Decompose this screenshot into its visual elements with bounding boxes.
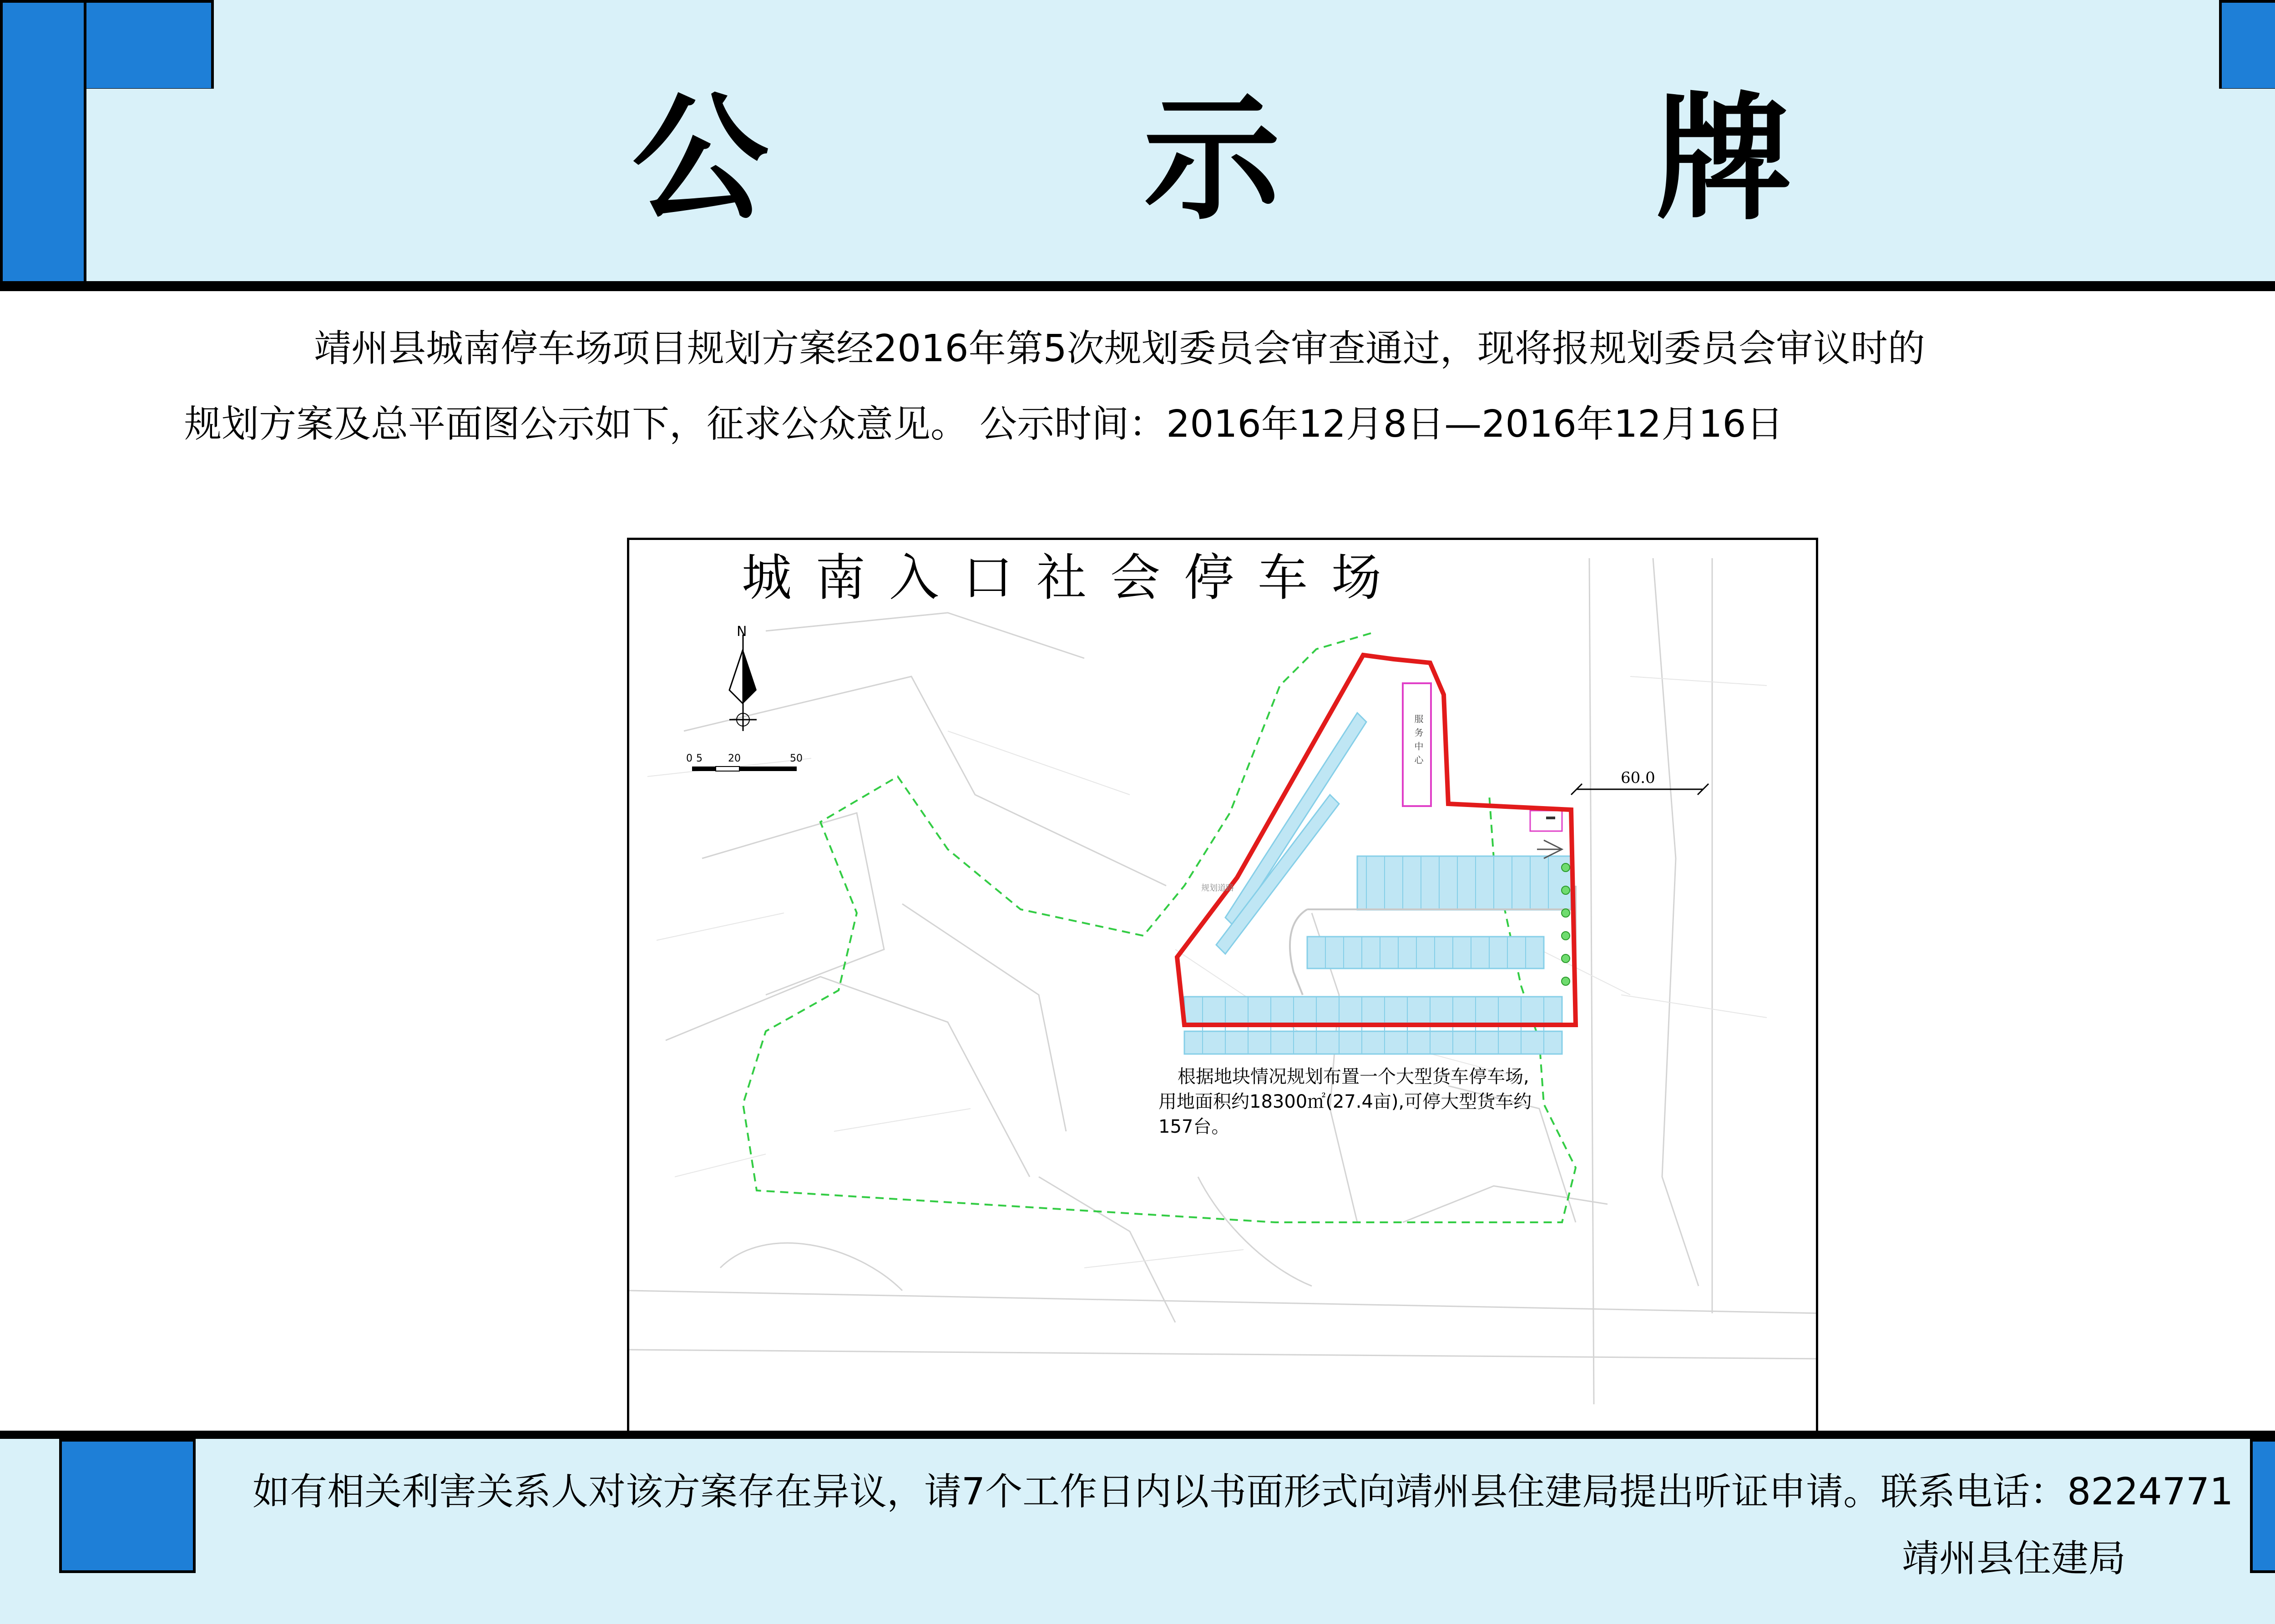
map-note-line-3: 157台。 (1158, 1116, 1230, 1137)
intro-line-1: 靖州县城南停车场项目规划方案经2016年第5次规划委员会审查通过，现将报规划委员会审议时的 (314, 327, 1925, 370)
scale-label-20: 20 (728, 753, 741, 764)
scale-label-50: 50 (790, 753, 803, 764)
gate-house (1530, 811, 1562, 831)
corner-block-bottom-right (2250, 1439, 2275, 1573)
scale-label-0: 0 (686, 753, 693, 764)
intro-line-2: 规划方案及总平面图公示如下，征求公众意见。 公示时间：2016年12月8日—2016年12月16日 (184, 403, 1784, 446)
building-label: 服务中心 (1413, 714, 1424, 769)
map-note-line-2: 用地面积约18300㎡(27.4亩),可停大型货车约 (1158, 1091, 1532, 1112)
north-label: N (737, 624, 747, 640)
map-note-line-1: 根据地块情况规划布置一个大型货车停车场, (1178, 1066, 1529, 1087)
header-rule (0, 281, 2275, 291)
scale-label-5: 5 (696, 753, 703, 764)
north-arrow-icon (729, 635, 757, 731)
footer-signature: 靖州县住建局 (1902, 1537, 2126, 1580)
parking-stalls (1184, 713, 1571, 1054)
background-texture-lines (647, 676, 1767, 1268)
footer-rule (0, 1431, 2275, 1439)
site-plan-map (627, 538, 1818, 1434)
site-boundary (1177, 655, 1576, 1025)
corner-block-bottom-left (59, 1439, 196, 1573)
gate-house-mark (1546, 817, 1555, 819)
scale-bar (692, 767, 797, 771)
footer-notice: 如有相关利害关系人对该方案存在异议，请7个工作日内以书面形式向靖州县住建局提出听证申请。联系电话：8224771 (253, 1470, 2234, 1513)
page-title: 公 示 牌 (632, 80, 1956, 238)
dimension-label: 60.0 (1621, 769, 1655, 787)
site-plan-drawing (629, 540, 1818, 1434)
road-label: 规划道路 (1201, 883, 1234, 893)
map-title: 城南入口社会停车场 (742, 549, 1405, 607)
